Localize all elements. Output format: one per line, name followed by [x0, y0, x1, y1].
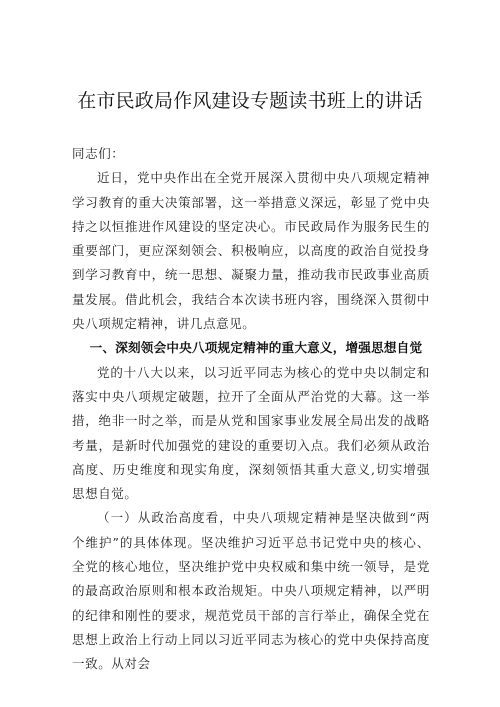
paragraph-significance: 党的十八大以来，以习近平同志为核心的党中央以制定和落实中央八项规定破题，拉开了全面从严治党的大幕。这一举措，绝非一时之举，而是从党和国家事业发展全局出发的战略考量，是新时代加强党的建设的重要切入点。我们必须从政治高度、历史维度和现实角度，深刻领悟其重大意义,切实增强思想自觉。	[72, 364, 430, 502]
salutation: 同志们：	[72, 146, 125, 161]
paragraph-political-height: （一）从政治高度看，中央八项规定精神是坚决做到“两个维护”的具体体现。坚决维护习近平总书记党中央的核心、全党的核心地位，坚决维护党中央权威和集中统一领导，是党的最高政治原则和根本政治规矩。中央八项规定精神，以严明的纪律和刚性的要求，规范党员干部的言行举止，确保全党在思想上政治上行动上同以习近平同志为核心的党中央保持高度一致。从对会	[72, 510, 430, 672]
paragraph-intro: 近日，党中央作出在全党开展深入贯彻中央八项规定精神学习教育的重大决策部署，这一举措意义深远，彰显了党中央持之以恒推进作风建设的坚定决心。市民政局作为服务民生的重要部门，更应深刻领会、积极响应，以高度的政治自觉投身到学习教育中，统一思想、凝聚力量，推动我市民政事业高质量发展。借此机会，我结合本次读书班内容，围绕深入贯彻中央八项规定精神，讲几点意见。	[72, 170, 430, 332]
document-title: 在市民政局作风建设专题读书班上的讲话	[77, 90, 423, 112]
section-heading-1: 一、深刻领会中央八项规定精神的重大意义，增强思想自觉	[89, 340, 423, 356]
document-body	[72, 142, 430, 677]
